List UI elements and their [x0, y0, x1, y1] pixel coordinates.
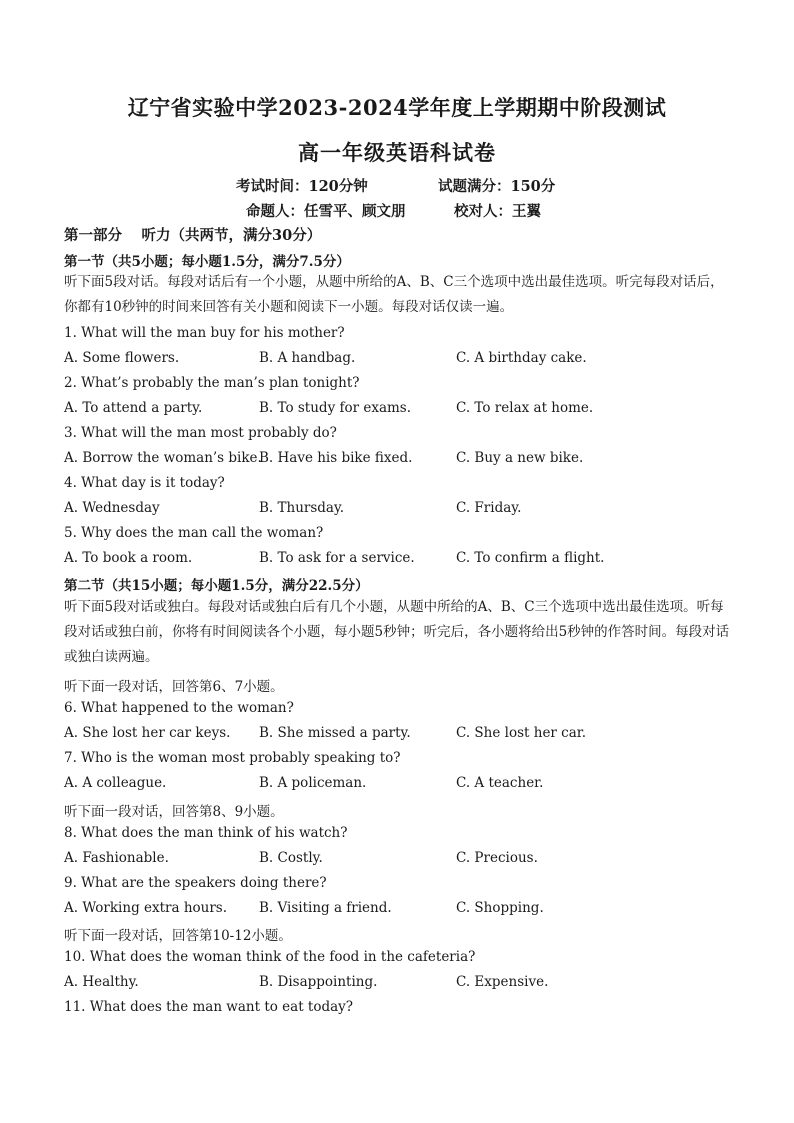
q3-option-c: C. Buy a new bike. — [456, 450, 584, 466]
group-instruction-6-7: 听下面一段对话，回答第6、7小题。 — [64, 679, 284, 695]
exam-subtitle: 高一年级英语科试卷 — [298, 140, 496, 165]
q2-option-b: B. To study for exams. — [259, 400, 412, 416]
q10-option-a: A. Healthy. — [64, 974, 139, 990]
question-9: 9. What are the speakers doing there? — [64, 875, 327, 891]
full-score: 试题满分：150分 — [438, 178, 556, 195]
q1-option-c: C. A birthday cake. — [456, 350, 587, 366]
q1-option-a: A. Some flowers. — [64, 350, 180, 366]
question-3: 3. What will the man most probably do? — [64, 425, 337, 441]
section2-instructions: 听下面5段对话或独白。每段对话或独白后有几个小题，从题中所给的A、B、C三个选项中选出最佳选项。听每段对话或独白前，你将有时间阅读各个小题，每小题5秒钟；听完后，各小题将给出5秒钟的作答时间。每段对话或独白读两遍。 — [64, 599, 730, 665]
q9-option-c: C. Shopping. — [456, 900, 544, 916]
question-1: 1. What will the man buy for his mother? — [64, 325, 345, 341]
question-2: 2. What’s probably the man’s plan tonight? — [64, 375, 360, 391]
question-6: 6. What happened to the woman? — [64, 700, 294, 716]
q5-option-c: C. To confirm a flight. — [456, 550, 605, 566]
section1-heading: 第一节（共5小题；每小题1.5分，满分7.5分） — [64, 254, 350, 270]
exam-time: 考试时间：120分钟 — [236, 178, 368, 195]
question-4: 4. What day is it today? — [64, 475, 225, 491]
q6-option-c: C. She lost her car. — [456, 725, 587, 741]
q8-option-a: A. Fashionable. — [64, 850, 169, 866]
part1-heading: 第一部分 听力（共两节，满分30分） — [64, 227, 322, 244]
q1-option-b: B. A handbag. — [259, 350, 356, 366]
section1-instructions: 听下面5段对话。每段对话后有一个小题，从题中所给的A、B、C三个选项中选出最佳选项。听完每段对话后，你都有10秒钟的时间来回答有关小题和阅读下一小题。每段对话仅读一遍。 — [64, 274, 724, 315]
q7-option-b: B. A policeman. — [259, 775, 367, 791]
q10-option-c: C. Expensive. — [456, 974, 549, 990]
proofreader: 校对人：王翼 — [454, 203, 541, 220]
q8-option-b: B. Costly. — [259, 850, 323, 866]
q5-option-a: A. To book a room. — [64, 550, 193, 566]
question-5: 5. Why does the man call the woman? — [64, 525, 324, 541]
question-10: 10. What does the woman think of the food in the cafeteria? — [64, 949, 476, 965]
question-7: 7. Who is the woman most probably speaking to? — [64, 750, 401, 766]
q4-option-a: A. Wednesday — [64, 500, 160, 516]
exam-title: 辽宁省实验中学2023-2024学年度上学期期中阶段测试 — [127, 95, 667, 120]
q2-option-c: C. To relax at home. — [456, 400, 594, 416]
q7-option-a: A. A colleague. — [64, 775, 167, 791]
q9-option-a: A. Working extra hours. — [64, 900, 228, 916]
q9-option-b: B. Visiting a friend. — [259, 900, 392, 916]
q7-option-c: C. A teacher. — [456, 775, 544, 791]
q6-option-a: A. She lost her car keys. — [64, 725, 231, 741]
group-instruction-10-12: 听下面一段对话，回答第10-12小题。 — [64, 928, 292, 944]
q6-option-b: B. She missed a party. — [259, 725, 411, 741]
setters: 命题人：任雪平、顾文朋 — [246, 203, 406, 220]
q10-option-b: B. Disappointing. — [259, 974, 378, 990]
q8-option-c: C. Precious. — [456, 850, 538, 866]
q4-option-c: C. Friday. — [456, 500, 522, 516]
q3-option-b: B. Have his bike fixed. — [259, 450, 413, 466]
group-instruction-8-9: 听下面一段对话，回答第8、9小题。 — [64, 804, 284, 820]
question-11: 11. What does the man want to eat today? — [64, 999, 354, 1015]
q2-option-a: A. To attend a party. — [64, 400, 203, 416]
q4-option-b: B. Thursday. — [259, 500, 345, 516]
section2-heading: 第二节（共15小题；每小题1.5分，满分22.5分） — [64, 578, 369, 594]
q3-option-a: A. Borrow the woman’s bike. — [64, 450, 262, 466]
question-8: 8. What does the man think of his watch? — [64, 825, 348, 841]
q5-option-b: B. To ask for a service. — [259, 550, 415, 566]
